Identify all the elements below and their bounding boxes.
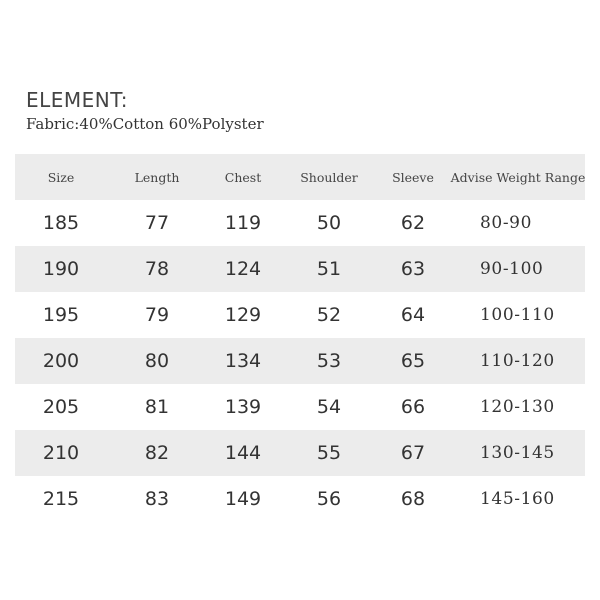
chest-cell: 149 <box>224 488 262 510</box>
length-cell: 83 <box>144 488 170 510</box>
column-header-weight-range: Advise Weight Range <box>450 169 586 185</box>
chest-cell: 139 <box>224 396 262 418</box>
column-header-shoulder: Shoulder <box>300 169 358 185</box>
shoulder-cell: 54 <box>316 396 342 418</box>
size-cell: 210 <box>42 442 80 464</box>
sleeve-cell: 68 <box>400 488 426 510</box>
length-cell: 81 <box>144 396 170 418</box>
size-cell: 185 <box>42 212 80 234</box>
chest-cell: 134 <box>224 350 262 372</box>
element-heading: ELEMENT: <box>26 88 129 112</box>
shoulder-cell: 53 <box>316 350 342 372</box>
length-cell: 78 <box>144 258 170 280</box>
table-row <box>15 430 585 476</box>
sleeve-cell: 65 <box>400 350 426 372</box>
table-row <box>15 292 585 338</box>
table-row <box>15 338 585 384</box>
column-header-sleeve: Sleeve <box>392 169 434 185</box>
weight-range-cell: 110-120 <box>480 351 555 371</box>
weight-range-cell: 100-110 <box>480 305 555 325</box>
shoulder-cell: 50 <box>316 212 342 234</box>
table-row <box>15 384 585 430</box>
weight-range-cell: 145-160 <box>480 489 555 509</box>
weight-range-cell: 80-90 <box>480 213 533 233</box>
sleeve-cell: 64 <box>400 304 426 326</box>
shoulder-cell: 52 <box>316 304 342 326</box>
column-header-length: Length <box>134 169 180 185</box>
chest-cell: 144 <box>224 442 262 464</box>
chest-cell: 124 <box>224 258 262 280</box>
shoulder-cell: 51 <box>316 258 342 280</box>
column-header-size: Size <box>47 169 75 185</box>
length-cell: 80 <box>144 350 170 372</box>
table-row <box>15 246 585 292</box>
length-cell: 77 <box>144 212 170 234</box>
fabric-composition: Fabric:40%Cotton 60%Polyster <box>26 115 264 133</box>
table-row <box>15 200 585 246</box>
size-cell: 205 <box>42 396 80 418</box>
size-cell: 215 <box>42 488 80 510</box>
chest-cell: 119 <box>224 212 262 234</box>
column-header-chest: Chest <box>224 169 262 185</box>
sleeve-cell: 63 <box>400 258 426 280</box>
sleeve-cell: 66 <box>400 396 426 418</box>
weight-range-cell: 120-130 <box>480 397 555 417</box>
table-header-row <box>15 154 585 200</box>
table-row <box>15 476 585 522</box>
shoulder-cell: 55 <box>316 442 342 464</box>
size-cell: 200 <box>42 350 80 372</box>
size-table <box>15 154 585 522</box>
chest-cell: 129 <box>224 304 262 326</box>
weight-range-cell: 130-145 <box>480 443 555 463</box>
size-cell: 195 <box>42 304 80 326</box>
weight-range-cell: 90-100 <box>480 259 544 279</box>
length-cell: 79 <box>144 304 170 326</box>
sleeve-cell: 62 <box>400 212 426 234</box>
length-cell: 82 <box>144 442 170 464</box>
shoulder-cell: 56 <box>316 488 342 510</box>
size-cell: 190 <box>42 258 80 280</box>
sleeve-cell: 67 <box>400 442 426 464</box>
